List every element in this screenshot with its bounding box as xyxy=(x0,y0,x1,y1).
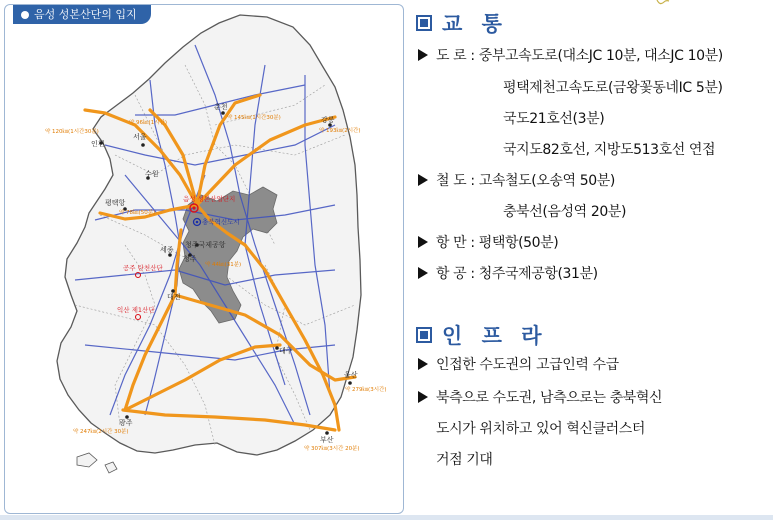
bottom-divider xyxy=(0,515,773,520)
infra-text-3: 도시가 위치하고 있어 혁신클러스터 xyxy=(436,421,646,437)
road-line-1: 중부고속도로(대소JC 10분, 대소JC 10분) xyxy=(478,48,723,64)
port-label: 항 만 : xyxy=(436,235,475,251)
location-map-panel xyxy=(4,4,404,514)
transport-heading xyxy=(416,8,508,38)
air-line: 청주국제공항(31분) xyxy=(478,266,598,282)
label-gwangju: 광주 xyxy=(119,419,133,427)
rail-line-1: 고속철도(오송역 50분) xyxy=(478,173,615,189)
air-row xyxy=(418,263,598,283)
infra-item-2-cont2 xyxy=(436,449,493,469)
dist-incheon: 약 120㎞(1시간30분) xyxy=(45,129,99,135)
transport-title: 교 통 xyxy=(442,12,508,36)
infra-item-2-cont xyxy=(436,418,645,438)
dist-pyeongtaek: 약 78㎞(50분) xyxy=(119,210,156,216)
bullet-dot-icon xyxy=(21,11,29,19)
road-line-3: 국도21호선(3분) xyxy=(503,111,605,127)
infra-item-1 xyxy=(418,354,619,374)
air-label: 항 공 : xyxy=(436,266,475,282)
label-innovation-city: 충북혁신도시 xyxy=(202,218,240,226)
label-airport: 청주국제공항 xyxy=(185,241,226,249)
label-busan: 부산 xyxy=(320,436,334,444)
label-pyeongtaek: 평택항 xyxy=(105,199,126,207)
triangle-bullet-icon xyxy=(418,391,428,403)
rail-line-2-row xyxy=(503,201,626,221)
infra-title: 인 프 라 xyxy=(442,324,548,348)
busan-marker xyxy=(325,431,329,435)
infra-text-2: 북측으로 수도권, 남측으로는 충북혁신 xyxy=(436,390,663,406)
infra-text-1: 인접한 수도권의 고급인력 수급 xyxy=(436,357,619,373)
dist-airport: 약 44㎞(31분) xyxy=(205,262,242,268)
label-seoul: 서울 xyxy=(133,133,147,141)
road-line-2: 평택제천고속도로(금왕꽃동네IC 5분) xyxy=(503,80,723,96)
label-suwon: 수원 xyxy=(145,170,159,178)
label-sejong: 세종 xyxy=(160,246,174,254)
road-line-2-row xyxy=(503,77,723,97)
triangle-bullet-icon xyxy=(418,358,428,370)
south-islands xyxy=(77,453,117,473)
dist-gangneung: 약 193㎞(2시간) xyxy=(319,128,361,134)
triangle-bullet-icon xyxy=(418,267,428,279)
info-panel xyxy=(412,0,770,520)
dist-busan: 약 307㎞(3시간 20분) xyxy=(304,446,360,452)
port-row xyxy=(418,232,558,252)
road-line-4-row xyxy=(503,139,715,159)
innovation-marker-dot xyxy=(196,221,199,224)
dist-seoul: 약 96㎞(1시간) xyxy=(129,120,167,126)
square-bullet-icon xyxy=(416,15,432,31)
dist-ulsan: 약 279㎞(3시간) xyxy=(345,387,387,393)
port-line: 평택항(50분) xyxy=(478,235,559,251)
infra-text-4: 거점 기대 xyxy=(436,452,493,468)
rail-row xyxy=(418,170,615,190)
road-line-4: 국지도82호선, 지방도513호선 연접 xyxy=(503,142,716,158)
korea-location-map xyxy=(5,5,403,513)
rail-line-2: 충북선(음성역 20분) xyxy=(503,204,627,220)
map-title-tab xyxy=(13,5,151,24)
label-cheongju: 청주 xyxy=(183,255,197,263)
label-incheon: 인천 xyxy=(91,140,105,148)
road-line-3-row xyxy=(503,108,604,128)
infra-item-2 xyxy=(418,387,662,407)
ulsan-marker xyxy=(348,381,352,385)
square-bullet-icon xyxy=(416,327,432,343)
dist-gwangju: 약 247㎞(2시간 30분) xyxy=(73,429,129,435)
triangle-bullet-icon xyxy=(418,49,428,61)
label-chuncheon: 춘천 xyxy=(214,103,228,111)
label-iksan: 익산 제1산단 xyxy=(117,306,155,314)
road-label: 도 로 : xyxy=(436,48,475,64)
dist-chuncheon: 약 145㎞(1시간30분) xyxy=(227,115,281,121)
triangle-bullet-icon xyxy=(418,236,428,248)
infra-heading xyxy=(416,320,547,350)
label-gongju: 공주 탄천산단 xyxy=(123,264,163,272)
chuncheon-marker xyxy=(221,111,225,115)
road-row xyxy=(418,45,723,65)
rail-label: 철 도 : xyxy=(436,173,475,189)
triangle-bullet-icon xyxy=(418,174,428,186)
label-daejeon: 대전 xyxy=(167,293,181,301)
label-gangneung: 강릉 xyxy=(321,116,335,124)
label-ulsan: 울산 xyxy=(344,371,358,379)
label-complex: 음성 성본산업단지 xyxy=(183,195,236,203)
label-daegu: 대구 xyxy=(279,347,293,355)
map-title: 음성 성본산단의 입지 xyxy=(34,8,137,21)
seoul-marker xyxy=(141,143,145,147)
complex-marker-dot xyxy=(192,206,195,209)
